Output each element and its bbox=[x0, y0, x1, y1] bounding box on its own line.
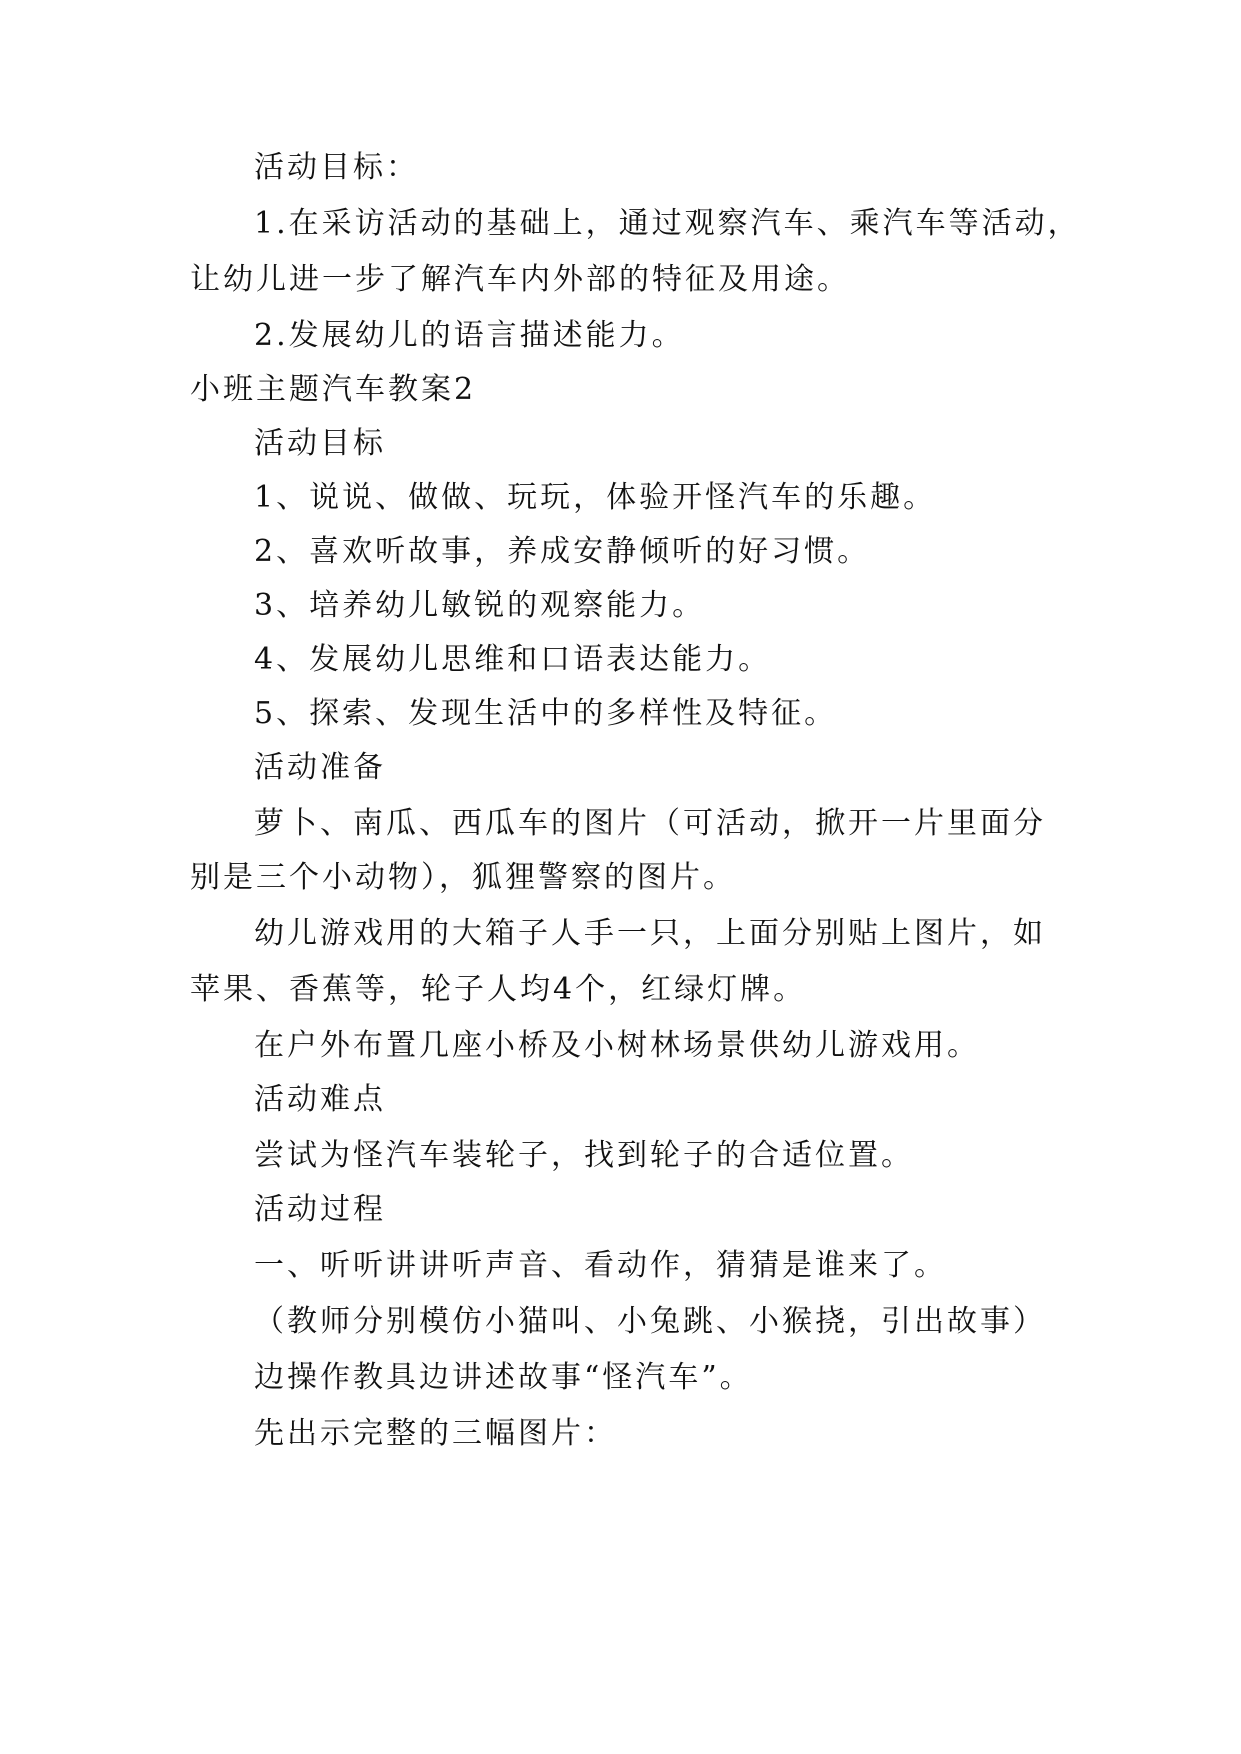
document-title: 小班主题汽车教案2 bbox=[190, 372, 477, 407]
list-item-5: 5、探索、发现生活中的多样性及特征。 bbox=[254, 696, 838, 731]
paragraph-prep-3: 在户外布置几座小桥及小树林场景供幼儿游戏用。 bbox=[254, 1028, 980, 1063]
paragraph-process-2: （教师分别模仿小猫叫、小兔跳、小猴挠，引出故事） bbox=[254, 1304, 1046, 1339]
list-item-4: 4、发展幼儿思维和口语表达能力。 bbox=[254, 642, 772, 677]
paragraph-prep-1-line-2: 别是三个小动物），狐狸警察的图片。 bbox=[190, 860, 736, 895]
paragraph-prep-2-line-1: 幼儿游戏用的大箱子人手一只，上面分别贴上图片，如 bbox=[254, 916, 1046, 951]
paragraph-prep-1-line-1: 萝卜、南瓜、西瓜车的图片（可活动，掀开一片里面分 bbox=[254, 806, 1046, 841]
paragraph-goal-1-line-1: 1.在采访活动的基础上，通过观察汽车、乘汽车等活动， bbox=[254, 206, 1081, 241]
paragraph-process-4: 先出示完整的三幅图片： bbox=[254, 1416, 617, 1451]
paragraph-goal-2: 2.发展幼儿的语言描述能力。 bbox=[254, 318, 685, 353]
section-heading-difficulty: 活动难点 bbox=[254, 1082, 386, 1117]
paragraph-goal-1-line-2: 让幼儿进一步了解汽车内外部的特征及用途。 bbox=[190, 262, 850, 297]
paragraph-difficulty: 尝试为怪汽车装轮子，找到轮子的合适位置。 bbox=[254, 1138, 914, 1173]
section-heading-preparation: 活动准备 bbox=[254, 750, 386, 785]
section-heading-goals-2: 活动目标 bbox=[254, 426, 386, 461]
list-item-3: 3、培养幼儿敏锐的观察能力。 bbox=[254, 588, 706, 623]
section-heading-process: 活动过程 bbox=[254, 1192, 386, 1227]
paragraph-prep-2-line-2: 苹果、香蕉等，轮子人均4个，红绿灯牌。 bbox=[190, 972, 807, 1007]
paragraph-process-3: 边操作教具边讲述故事“怪汽车”。 bbox=[254, 1360, 753, 1395]
section-heading-goals: 活动目标： bbox=[254, 150, 419, 185]
paragraph-process-1: 一、听听讲讲听声音、看动作，猜猜是谁来了。 bbox=[254, 1248, 947, 1283]
list-item-1: 1、说说、做做、玩玩，体验开怪汽车的乐趣。 bbox=[254, 480, 937, 515]
list-item-2: 2、喜欢听故事，养成安静倾听的好习惯。 bbox=[254, 534, 871, 569]
